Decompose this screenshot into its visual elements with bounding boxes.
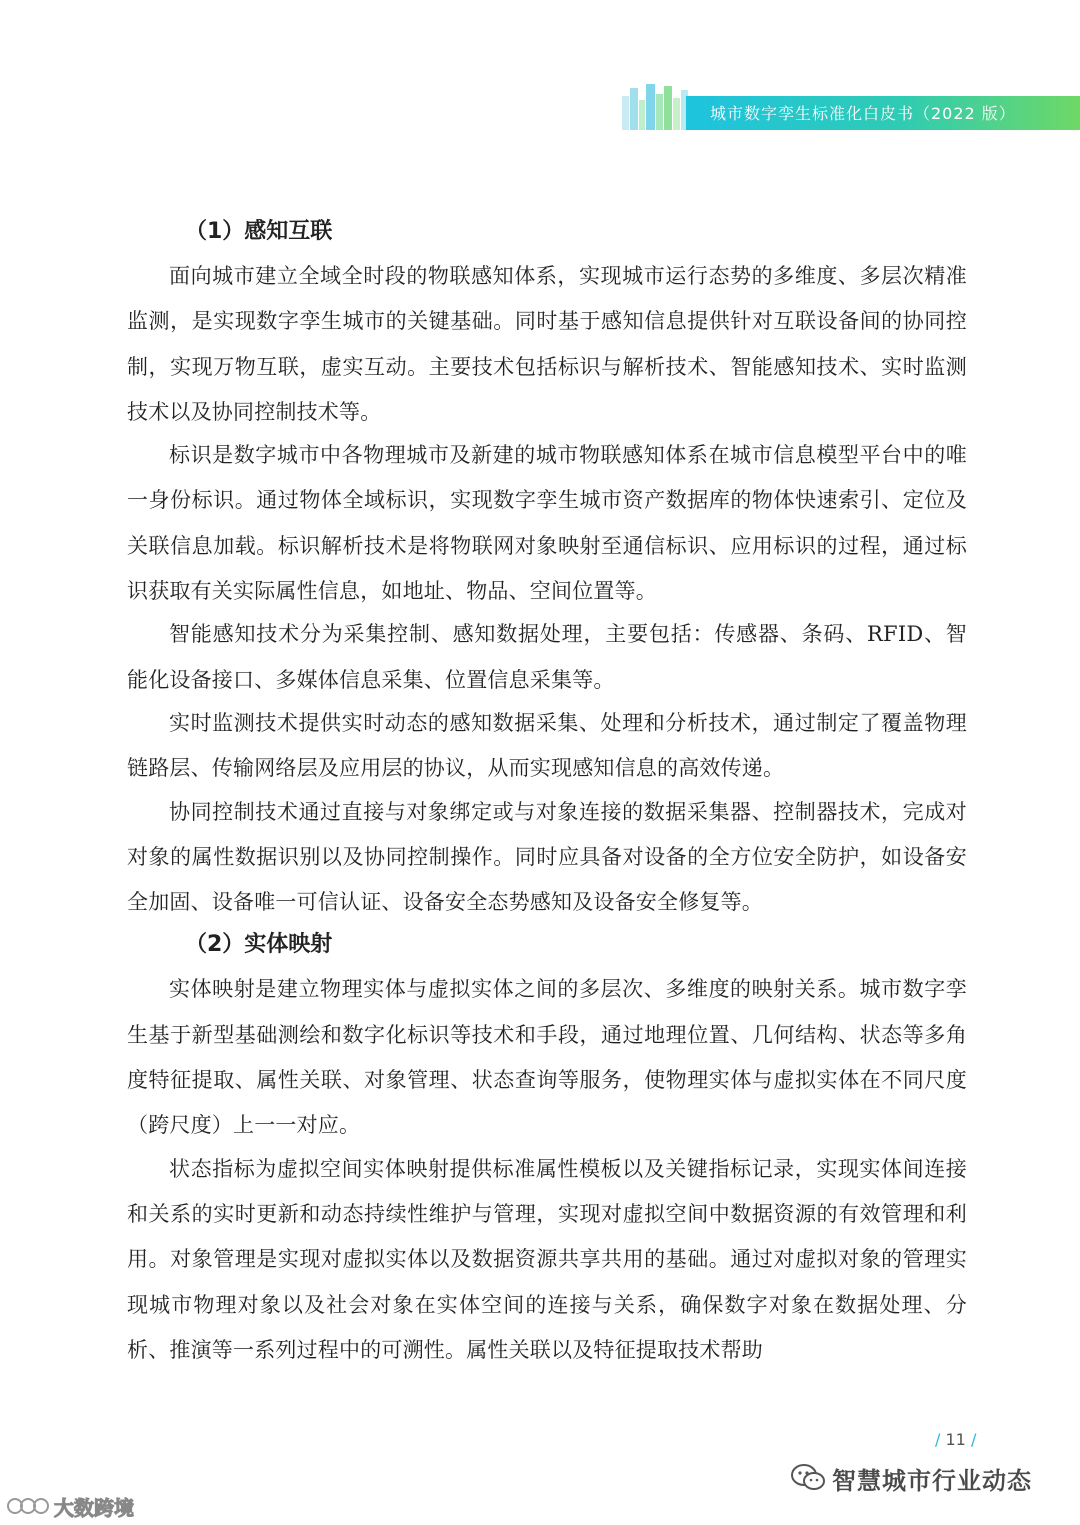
wechat-icon: [790, 1463, 826, 1493]
page-slash-right: /: [970, 1430, 977, 1449]
page-content: [127, 210, 967, 1371]
paragraph: 状态指标为虚拟空间实体映射提供标准属性模板以及关键指标记录，实现实体间连接和关系的实时更新和动态持续性维护与管理，实现对虚拟空间中数据资源的有效管理和利用。对象管理是实现对虚拟实体以及数据资源共享共用的基础。通过对虚拟对象的管理实现城市物理对象以及社会对象在实体空间的连接与关系，确保数字对象在数据处理、分析、推演等一系列过程中的可溯性。属性关联以及特征提取技术帮助: [127, 1156, 967, 1362]
brand-logo-icon: [6, 1495, 50, 1517]
page-number-value: 11: [945, 1430, 966, 1449]
paragraph: 协同控制技术通过直接与对象绑定或与对象连接的数据采集器、控制器技术，完成对对象的属性数据识别以及协同控制操作。同时应具备对设备的全方位安全防护，如设备安全加固、设备唯一可信认证、设备安全态势感知及设备安全修复等。: [127, 799, 967, 915]
paragraph: 标识是数字城市中各物理城市及新建的城市物联感知体系在城市信息模型平台中的唯一身份标识。通过物体全域标识，实现数字孪生城市资产数据库的物体快速索引、定位及关联信息加载。标识解析技术是将物联网对象映射至通信标识、应用标识的过程，通过标识获取有关实际属性信息，如地址、物品、空间位置等。: [127, 443, 967, 604]
watermark-right-text: 智慧城市行业动态: [832, 1466, 1032, 1495]
section-heading-entity-mapping: （2）实体映射: [185, 932, 333, 958]
page-number: [935, 1430, 976, 1449]
watermark-wechat: [790, 1462, 1032, 1494]
page-slash-left: /: [935, 1430, 941, 1449]
paragraph: 面向城市建立全域全时段的物联感知体系，实现城市运行态势的多维度、多层次精准监测，是实现数字孪生城市的关键基础。同时基于感知信息提供针对互联设备间的协同控制，实现万物互联，虚实互动。主要技术包括标识与解析技术、智能感知技术、实时监测技术以及协同控制技术等。: [127, 264, 967, 424]
paragraph: 实体映射是建立物理实体与虚拟实体之间的多层次、多维度的映射关系。城市数字孪生基于新型基础测绘和数字化标识等技术和手段，通过地理位置、几何结构、状态等多角度特征提取、属性关联、对象管理、状态查询等服务，使物理实体与虚拟实体在不同尺度（跨尺度）上一一对应。: [127, 977, 967, 1138]
paragraph: 智能感知技术分为采集控制、感知数据处理，主要包括：传感器、条码、RFID、智能化设备接口、多媒体信息采集、位置信息采集等。: [127, 622, 967, 692]
header-banner: [620, 82, 1080, 130]
city-buildings-icon: [620, 82, 690, 130]
watermark-brand: [6, 1492, 134, 1520]
section-heading-perception: （1）感知互联: [185, 219, 333, 244]
paragraph: 实时监测技术提供实时动态的感知数据采集、处理和分析技术，通过制定了覆盖物理链路层、传输网络层及应用层的协议，从而实现感知信息的高效传递。: [127, 710, 967, 781]
header-title: 城市数字孪生标准化白皮书（2022 版）: [710, 104, 1016, 123]
watermark-left-text: 大数跨境: [54, 1495, 134, 1520]
